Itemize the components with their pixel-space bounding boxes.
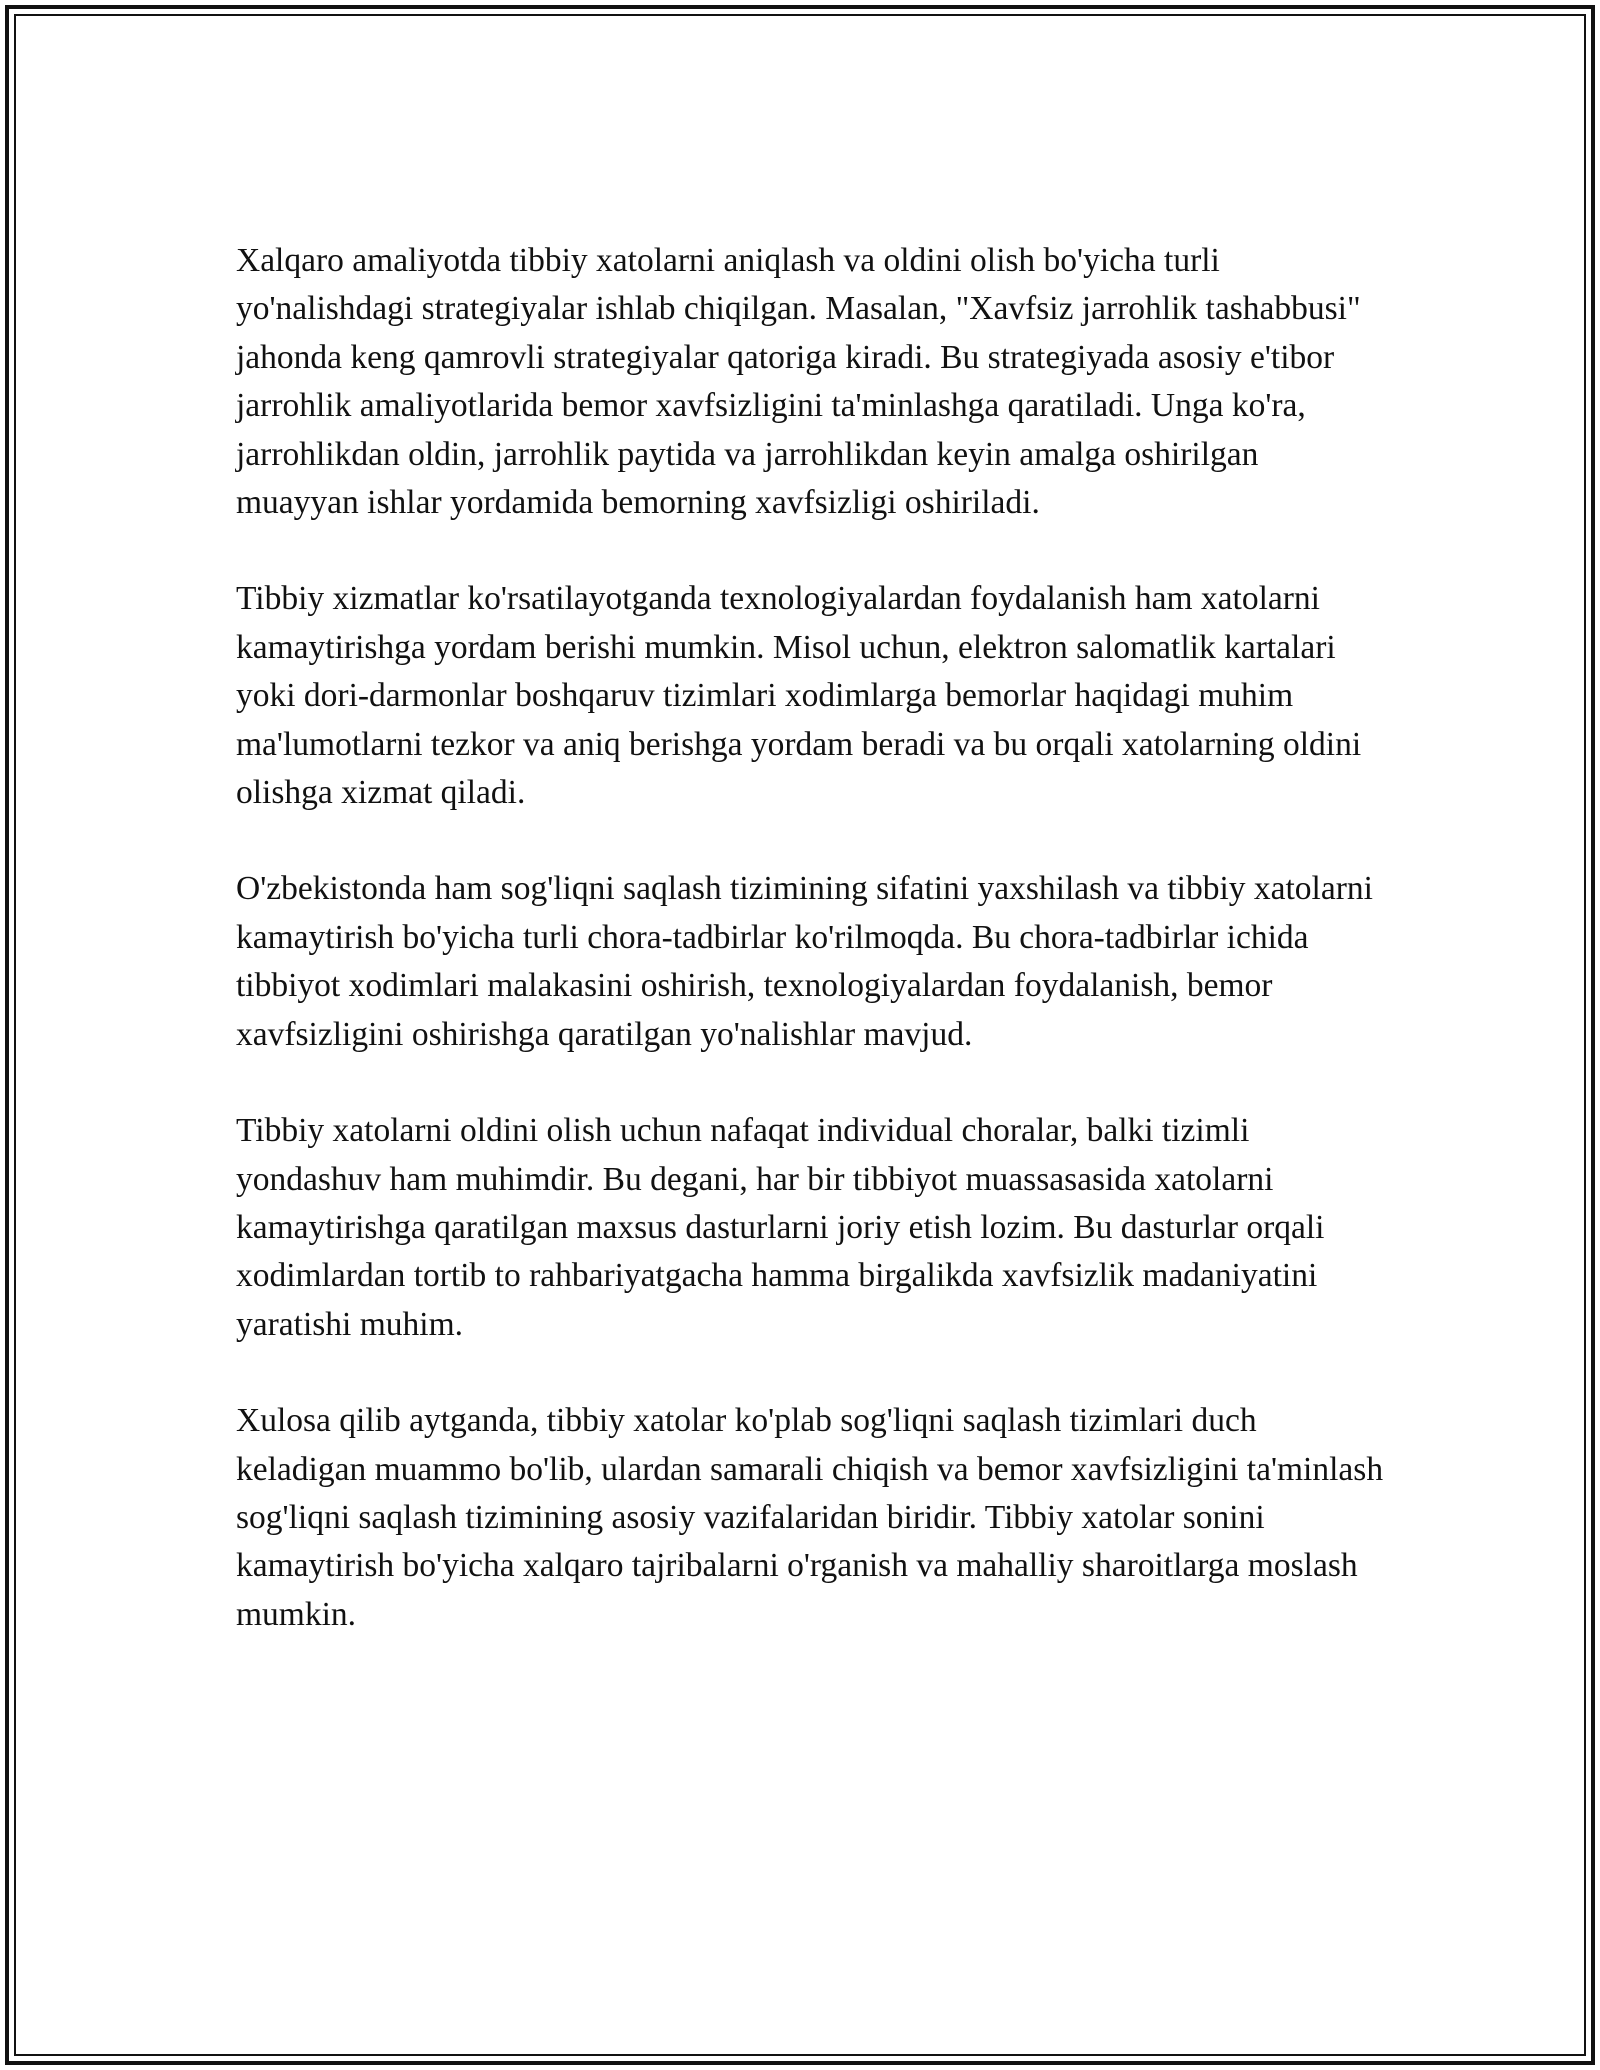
paragraph-systemic-approach: Tibbiy xatolarni oldini olish uchun nafaqat individual choralar, balki tizimli yondashuv ham muhimdir. Bu degani, har bir tibbiyot muassasasida xatolarni kamaytirishga qaratilgan maxsus dasturlarni joriy etish lozim. Bu dasturlar orqali xodimlardan tortib to rahbariyatgacha hamma birgalikda xavfsizlik madaniyatini yaratishi muhim. xyxy=(236,1112,1325,1343)
paragraph-international-practice: Xalqaro amaliyotda tibbiy xatolarni aniqlash va oldini olish bo'yicha turli yo'nalishdagi strategiyalar ishlab chiqilgan. Masalan, "Xavfsiz jarrohlik tashabbusi" jahonda keng qamrovli strategiyalar qatoriga kiradi. Bu strategiyada asosiy e'tibor jarrohlik amaliyotlarida bemor xavfsizligini ta'minlashga qaratiladi. Unga ko'ra, jarrohlikdan oldin, jarrohlik paytida va jarrohlikdan keyin amalga oshirilgan muayyan ishlar yordamida bemorning xavfsizligi oshiriladi. xyxy=(236,242,1361,522)
paragraph-technology-use: Tibbiy xizmatlar ko'rsatilayotganda texnologiyalardan foydalanish ham xatolarni kamaytirishga yordam berishi mumkin. Misol uchun, elektron salomatlik kartalari yoki dori-darmonlar boshqaruv tizimlari xodimlarga bemorlar haqidagi muhim ma'lumotlarni tezkor va aniq berishga yordam beradi va bu orqali xatolarning oldini olishga xizmat qiladi. xyxy=(236,580,1362,812)
paragraph-conclusion: Xulosa qilib aytganda, tibbiy xatolar ko'plab sog'liqni saqlash tizimlari duch keladigan muammo bo'lib, ulardan samarali chiqish va bemor xavfsizligini ta'minlash sog'liqni saqlash tizimining asosiy vazifalaridan biridir. Tibbiy xatolar sonini kamaytirish bo'yicha xalqaro tajribalarni o'rganish va mahalliy sharoitlarga moslash mumkin. xyxy=(236,1402,1384,1633)
document-body xyxy=(236,237,1386,1639)
paragraph-uzbekistan-measures: O'zbekistonda ham sog'liqni saqlash tizimining sifatini yaxshilash va tibbiy xatolarni kamaytirish bo'yicha turli chora-tadbirlar ko'rilmoqda. Bu chora-tadbirlar ichida tibbiyot xodimlari malakasini oshirish, texnologiyalardan foydalanish, bemor xavfsizligini oshirishga qaratilgan yo'nalishlar mavjud. xyxy=(236,870,1373,1053)
